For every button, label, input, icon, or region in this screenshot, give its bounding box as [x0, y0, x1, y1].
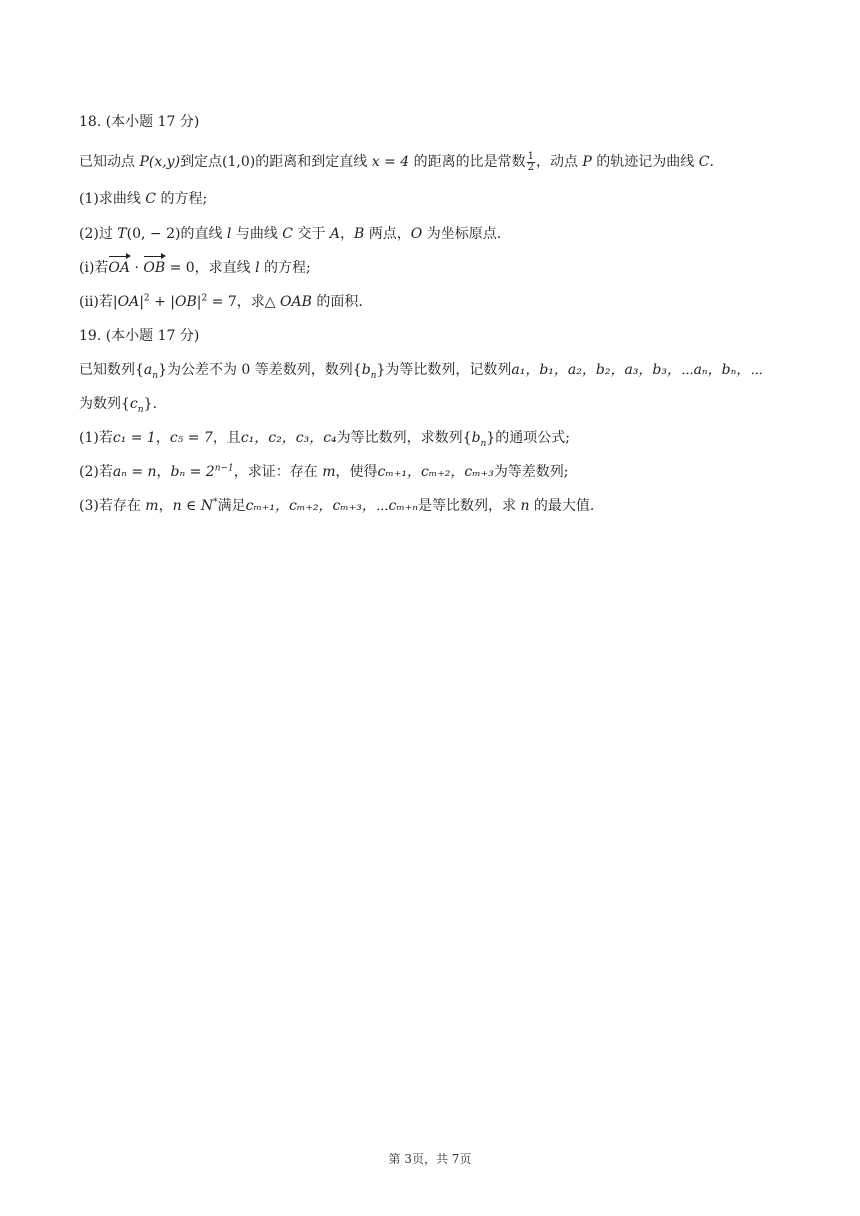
math-var: A: [329, 226, 341, 242]
stem-text: 到定点(1,0)的距离和到定直线: [180, 154, 372, 170]
vector-ob: OB: [143, 257, 165, 279]
math-var: m: [145, 498, 159, 514]
part-text: (ⅰ)若: [79, 260, 109, 276]
part-text: (1)若: [79, 430, 113, 446]
exponent: n−1: [214, 463, 234, 474]
part-text: ，使得: [335, 464, 378, 480]
part-text: 的方程;: [259, 260, 311, 276]
question-19-part-1: [79, 427, 570, 449]
part-text: 满足: [217, 498, 246, 514]
question-18-subpart-i: [79, 257, 311, 279]
part-text: 两点，: [364, 226, 411, 242]
part-text: (3)若存在: [79, 498, 146, 514]
stem-text: }.: [143, 396, 157, 412]
part-text: ，且: [212, 430, 241, 446]
part-text: + |: [149, 294, 176, 310]
math-var: b: [471, 430, 481, 446]
question-18-part-2: [79, 223, 501, 245]
part-text: 为坐标原点.: [422, 226, 502, 242]
part-text: 的方程;: [156, 191, 208, 207]
math-var: O: [410, 226, 423, 242]
math-var: c: [129, 396, 138, 412]
part-text: (2)若: [79, 464, 113, 480]
stem-text: }为等比数列，记数列: [376, 362, 512, 378]
part-text: 为等差数列;: [493, 464, 569, 480]
math-var: C: [282, 226, 294, 242]
question-19-stem-line-2: [79, 393, 157, 415]
math-var: n: [172, 498, 182, 514]
stem-text: 已知动点: [79, 154, 140, 170]
part-text: (ⅱ)若|: [79, 294, 118, 310]
exponent: 2: [201, 293, 208, 304]
question-19-header: [79, 325, 199, 347]
math-var: a: [143, 362, 153, 378]
part-text: ∈: [181, 498, 201, 514]
part-text: ，: [156, 464, 171, 480]
math-expr: cₘ₊₁，cₘ₊₂，cₘ₊₃，⋯cₘ₊ₙ: [245, 498, 418, 514]
question-18-part-1: [79, 188, 207, 210]
part-text: (1)求曲线: [79, 191, 146, 207]
part-text: ，: [340, 226, 355, 242]
subscript: n: [137, 404, 144, 415]
stem-text: 的轨迹记为曲线: [591, 154, 699, 170]
vector-oa: OA: [108, 257, 130, 279]
math-var: m: [322, 464, 336, 480]
question-18-subpart-ii: [79, 291, 363, 313]
dot-operator: ·: [130, 260, 144, 276]
stem-text: 为数列{: [79, 396, 130, 412]
question-19-stem-line-1: [79, 359, 763, 381]
subscript: n: [480, 438, 487, 449]
question-18-header: [79, 111, 199, 133]
part-text: ，求证：存在: [233, 464, 323, 480]
math-var: N: [200, 498, 214, 514]
math-var: C: [145, 191, 156, 207]
sequence-expr: a₁，b₁，a₂，b₂，a₃，b₃，⋯aₙ，bₙ，⋯: [511, 362, 763, 378]
part-text: |: [139, 294, 144, 310]
question-18-title: 18. (本小题 17 分): [79, 114, 200, 130]
math-var: n: [520, 498, 530, 514]
part-text: ，: [158, 498, 173, 514]
math-var: b: [361, 362, 371, 378]
stem-text: .: [709, 154, 714, 170]
question-19-title: 19. (本小题 17 分): [79, 328, 200, 344]
math-var: l: [226, 226, 232, 242]
part-text: 为等比数列，求数列{: [336, 430, 472, 446]
part-text: (0, − 2)的直线: [126, 226, 227, 242]
exponent: 2: [143, 293, 150, 304]
math-var: OB: [175, 294, 197, 310]
part-text: 的最大值.: [529, 498, 595, 514]
part-text: ，: [155, 430, 170, 446]
part-text: 是等比数列，求: [418, 498, 521, 514]
math-var: OA: [117, 294, 140, 310]
math-var: P: [582, 154, 592, 170]
question-19-part-3: [79, 495, 594, 517]
question-19-part-2: [79, 461, 569, 483]
math-expr: cₘ₊₁，cₘ₊₂，cₘ₊₃: [377, 464, 494, 480]
question-18-stem: [79, 151, 714, 173]
math-expr: c₁，c₂，c₃，c₄: [240, 430, 337, 446]
stem-text: }为公差不为 0 等差数列，数列{: [158, 362, 362, 378]
stem-text: 已知数列{: [79, 362, 144, 378]
superscript: *: [213, 497, 218, 508]
math-expr: c₅ = 7: [169, 430, 213, 446]
part-text: |: [196, 294, 202, 310]
fraction-numerator: 1: [527, 150, 534, 162]
math-expr: aₙ = n: [112, 464, 157, 480]
subscript: n: [152, 370, 159, 381]
part-text: }的通项公式;: [486, 430, 570, 446]
part-text: 的面积.: [311, 294, 363, 310]
point-expr: P(x,y): [139, 154, 181, 170]
part-text: (2)过: [79, 226, 118, 242]
stem-text: ，动点: [535, 154, 583, 170]
part-text: 交于: [293, 226, 330, 242]
part-text: = 7，求△: [207, 294, 280, 310]
math-expr: c₁ = 1: [112, 430, 156, 446]
fraction-one-half: [527, 152, 535, 173]
math-var: l: [255, 260, 260, 276]
line-equation: x = 4: [371, 154, 410, 170]
math-expr: bₙ = 2: [170, 464, 215, 480]
subscript: n: [370, 370, 377, 381]
math-var: T: [117, 226, 127, 242]
math-var: B: [354, 226, 365, 242]
stem-text: 的距离的比是常数: [409, 154, 526, 170]
triangle-name: OAB: [280, 294, 312, 310]
math-var: C: [698, 154, 710, 170]
page-footer: 第 3页，共 7页: [388, 1152, 472, 1166]
part-text: 与曲线: [231, 226, 283, 242]
fraction-denominator: 2: [527, 161, 534, 173]
part-text: = 0，求直线: [165, 260, 256, 276]
